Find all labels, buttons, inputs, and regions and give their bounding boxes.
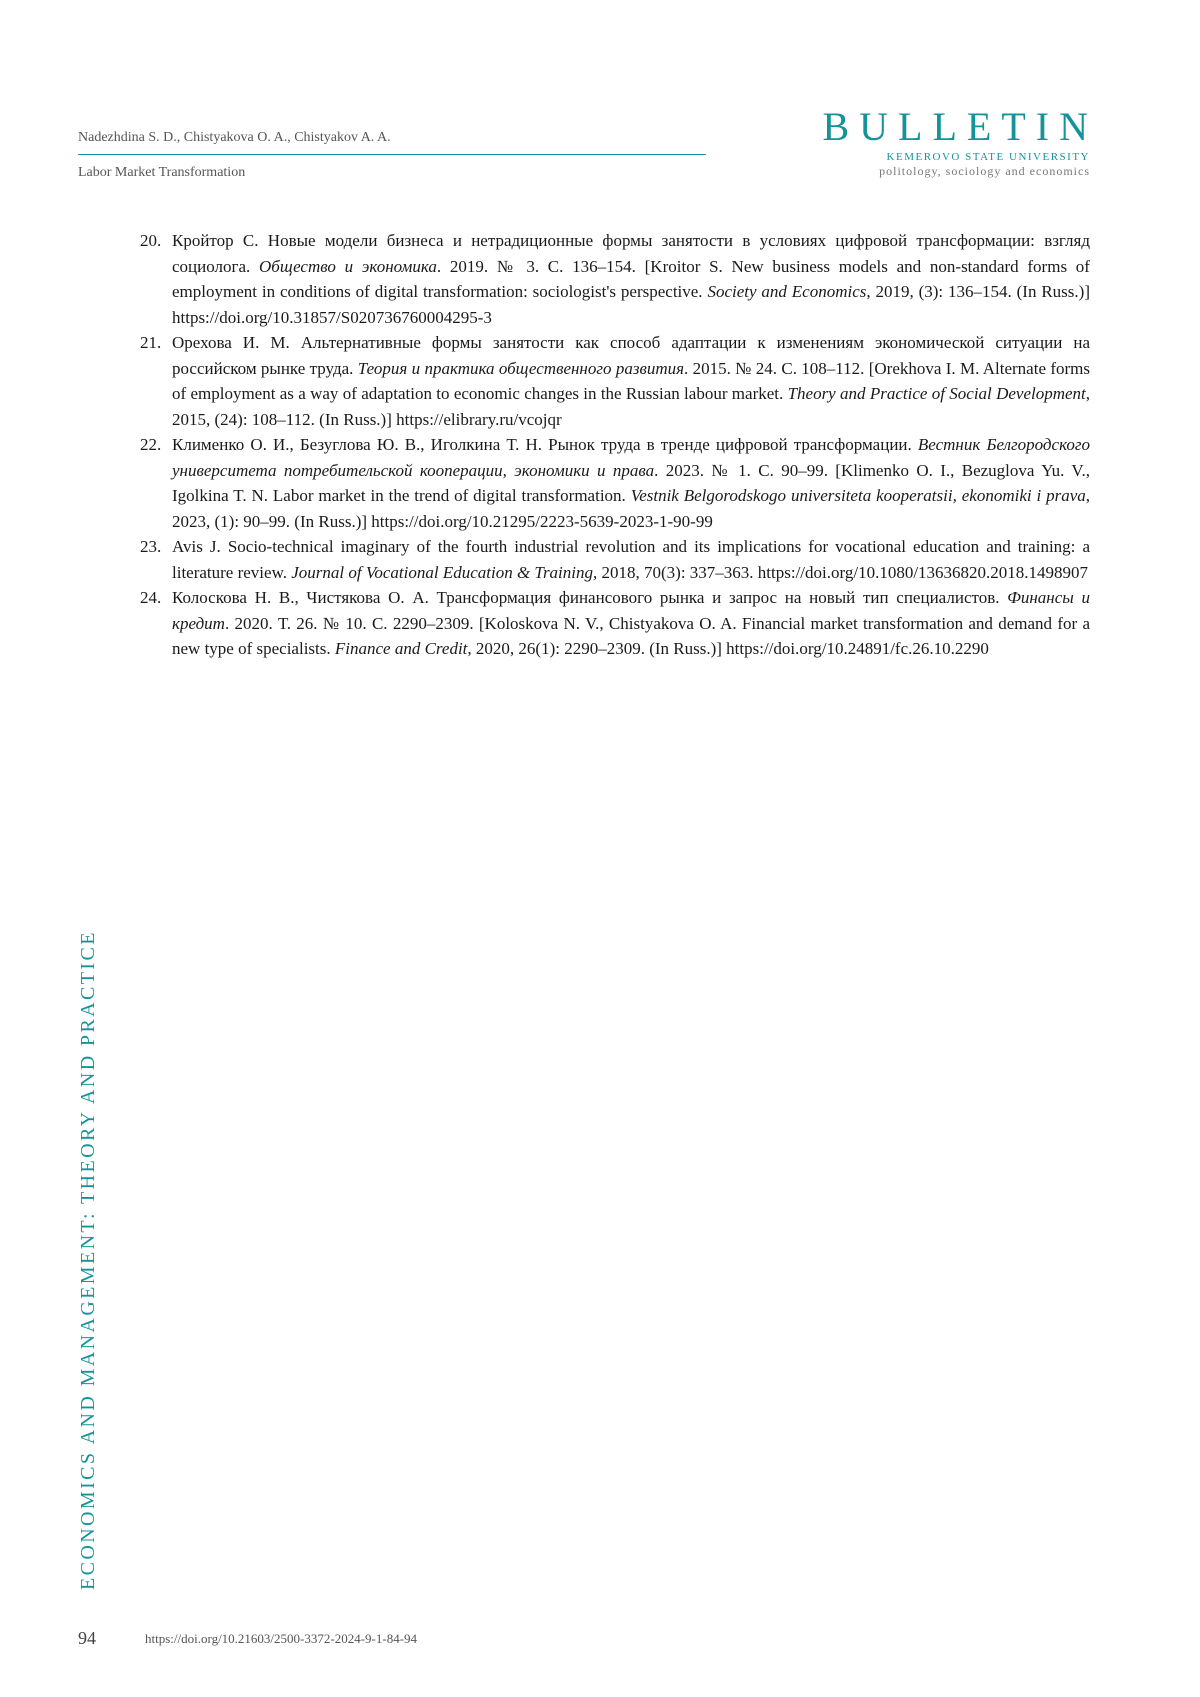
reference-source: Теория и практика общественного развития (357, 358, 685, 378)
reference-number: 21. (140, 333, 162, 352)
journal-vertical-title: ECONOMICS AND MANAGEMENT: THEORY AND PRACTICE (77, 930, 99, 1590)
reference-source: Vestnik Belgorodskogo universiteta kooperatsii, ekonomiki i prava (630, 486, 1086, 505)
reference-item (140, 330, 1090, 432)
reference-item (140, 534, 1090, 585)
running-header-section: Labor Market Transformation (78, 165, 246, 180)
reference-number: 23. (140, 537, 162, 556)
reference-source: Общество и экономика (259, 256, 437, 276)
reference-text: Avis J. Socio-technical imaginary of the fourth industrial revolution and its implications for vocational education and training: a literature review. (172, 537, 1090, 582)
reference-item (140, 432, 1090, 534)
reference-source: Theory and Practice of Social Development (787, 384, 1086, 403)
reference-item (140, 585, 1090, 662)
reference-text: . 2020. Т. 26. № 10. С. 2290–2309. [Koloskova N. V., Chistyakova O. A. Financial market transformation and demand for a new type of specialists. (172, 613, 1090, 658)
brand-title: BULLETIN (822, 104, 1098, 149)
reference-text: Колоскова Н. В., Чистякова О. А. Трансформация финансового рынка и запрос на новый тип специалистов. (172, 588, 1008, 607)
reference-number: 20. (140, 231, 162, 250)
reference-source: Вестник Белгородского университета потребительской кооперации, экономики и права (172, 435, 1091, 480)
reference-text: , 2018, 70(3): 337–363. https://doi.org/10.1080/13636820.2018.1498907 (593, 562, 1089, 582)
reference-source: Journal of Vocational Education & Training (291, 562, 593, 582)
reference-text: , 2023, (1): 90–99. (In Russ.)] https://doi.org/10.21295/2223-5639-2023-1-90-99 (172, 486, 1090, 531)
reference-list (140, 228, 1090, 662)
reference-text: Орехова И. М. Альтернативные формы занятости как способ адаптации к изменениям экономической ситуации на российском рынке труда. (172, 333, 1090, 378)
footer-doi-link[interactable]: https://doi.org/10.21603/2500-3372-2024-9-1-84-94 (145, 1631, 418, 1646)
reference-text: Клименко О. И., Безуглова Ю. В., Иголкина Т. Н. Рынок труда в тренде цифровой трансформации. (172, 435, 918, 454)
reference-text: , 2019, (3): 136–154. (In Russ.)] https://doi.org/10.31857/S020736760004295-3 (172, 282, 1090, 327)
reference-source: Finance and Credit (334, 639, 468, 658)
reference-number: 22. (140, 435, 162, 454)
page-number: 94 (78, 1628, 96, 1648)
reference-text: . 2019. № 3. С. 136–154. [Kroitor S. New business models and non-standard forms of employment in conditions of digital transformation: sociologist's perspective. (172, 256, 1090, 301)
brand-series: politology, sociology and economics (879, 164, 1090, 178)
header-divider (78, 154, 706, 155)
reference-text: . 2015. № 24. С. 108–112. [Orekhova I. M. Alternate forms of employment as a way of adaptation to economic changes in the Russian labour market. (172, 358, 1090, 403)
reference-text: , 2015, (24): 108–112. (In Russ.)] https://elibrary.ru/vcojqr (172, 384, 1091, 429)
reference-text: Кройтор С. Новые модели бизнеса и нетрадиционные формы занятости в условиях цифровой трансформации: взгляд социолога. (172, 231, 1090, 276)
journal-brand (822, 104, 1098, 179)
reference-item (140, 228, 1090, 330)
reference-number: 24. (140, 588, 162, 607)
reference-source: Финансы и кредит (172, 588, 1090, 633)
reference-text: , 2020, 26(1): 2290–2309. (In Russ.)] https://doi.org/10.24891/fc.26.10.2290 (467, 639, 989, 658)
brand-university: KEMEROVO STATE UNIVERSITY (886, 151, 1090, 163)
running-header-authors: Nadezhdina S. D., Chistyakova O. A., Chistyakov A. A. (78, 130, 391, 145)
reference-source: Society and Economics (707, 282, 867, 301)
reference-text: . 2023. № 1. С. 90–99. [Klimenko O. I., Bezuglova Yu. V., Igolkina T. N. Labor market in the trend of digital transformation. (172, 460, 1090, 505)
